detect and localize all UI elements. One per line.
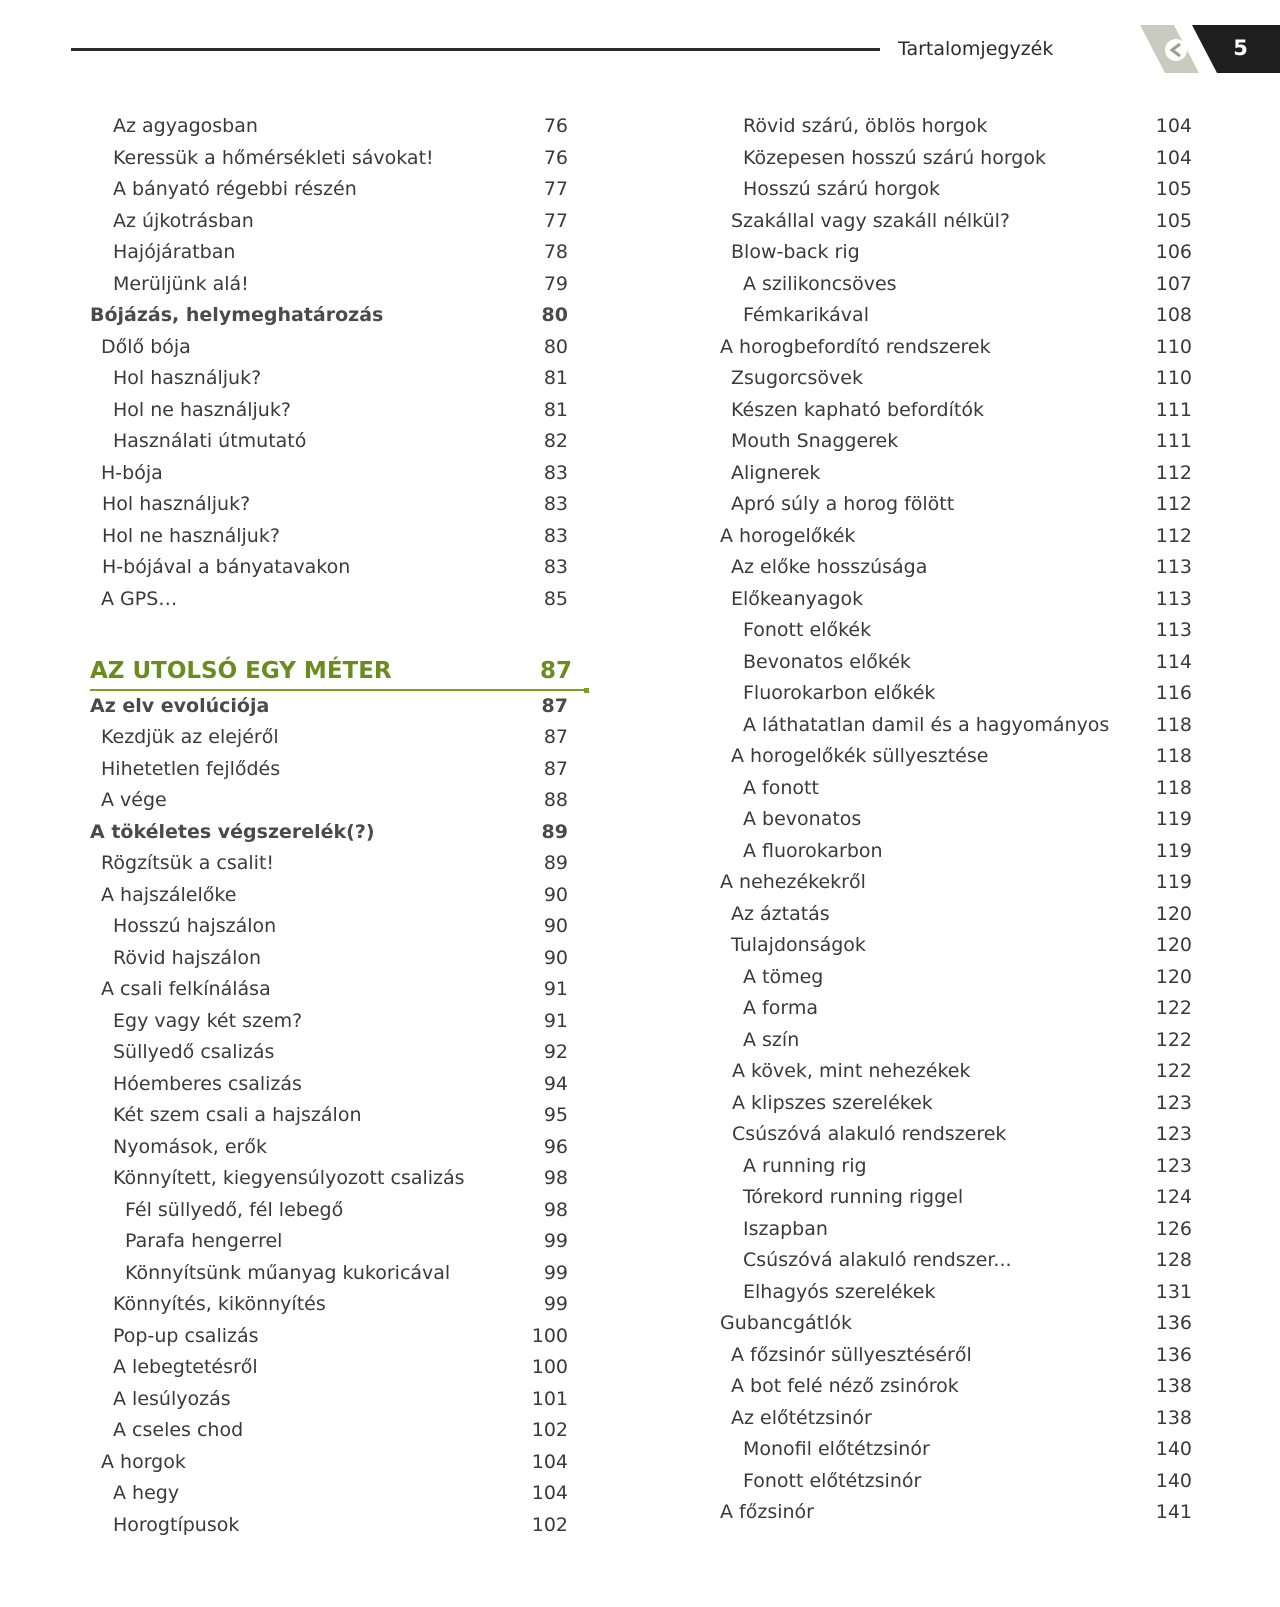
toc-entry-page: 102 xyxy=(531,1419,568,1441)
toc-entry-page: 89 xyxy=(541,820,568,843)
toc-entry-page: 80 xyxy=(543,335,568,358)
toc-entry-title: A cseles chod xyxy=(113,1419,244,1441)
toc-entry-title: Könnyítés, kikönnyítés xyxy=(113,1293,326,1315)
toc-entry[interactable] xyxy=(720,395,1192,427)
toc-entry-page: 91 xyxy=(543,1009,568,1032)
toc-entry-title: Fluorokarbon előkék xyxy=(743,682,936,704)
toc-entry[interactable] xyxy=(720,1403,1192,1435)
toc-entry[interactable] xyxy=(720,1151,1192,1183)
toc-entry-title: A horogbefordító rendszerek xyxy=(720,335,991,358)
toc-entry-page: 83 xyxy=(543,556,568,578)
toc-entry-page: 81 xyxy=(543,367,568,389)
toc-entry[interactable] xyxy=(720,1466,1192,1498)
toc-entry-page: 138 xyxy=(1155,1375,1192,1397)
toc-entry[interactable] xyxy=(90,1195,585,1227)
toc-entry-title: Hol ne használjuk? xyxy=(102,524,280,547)
toc-entry[interactable] xyxy=(720,552,1192,584)
toc-entry-page: 77 xyxy=(543,178,568,200)
toc-entry-page: 131 xyxy=(1155,1280,1192,1303)
toc-entry[interactable] xyxy=(720,1434,1192,1466)
toc-entry-title: Mouth Snaggerek xyxy=(731,430,899,452)
toc-entry-page: 119 xyxy=(1155,808,1192,830)
toc-entry-page: 112 xyxy=(1155,493,1192,515)
toc-entry-title: Hihetetlen fejlődés xyxy=(101,757,281,780)
toc-entry-title: Nyomások, erők xyxy=(113,1135,267,1158)
toc-entry-page: 118 xyxy=(1155,713,1192,736)
toc-entry-page: 122 xyxy=(1155,1028,1192,1051)
toc-entry-title: H-bójával a bányatavakon xyxy=(102,556,351,578)
toc-entry-title: A tökéletes végszerelék(?) xyxy=(90,820,375,843)
toc-entry[interactable] xyxy=(720,1497,1192,1529)
toc-entry[interactable] xyxy=(720,1025,1192,1057)
toc-entry-title: Hol használjuk? xyxy=(102,493,251,515)
toc-entry-page: 123 xyxy=(1155,1123,1192,1145)
toc-entry[interactable] xyxy=(90,1006,585,1038)
toc-entry-page: 111 xyxy=(1155,430,1192,452)
toc-entry-page: 79 xyxy=(543,272,568,295)
toc-entry-page: 119 xyxy=(1155,839,1192,862)
toc-entry[interactable] xyxy=(720,1308,1192,1340)
toc-entry[interactable] xyxy=(720,741,1192,773)
toc-entry-page: 140 xyxy=(1155,1438,1192,1460)
toc-entry-title: Csúszóvá alakuló rendszer... xyxy=(743,1249,1012,1271)
toc-entry-title: A nehezékekről xyxy=(720,871,866,893)
toc-entry-page: 120 xyxy=(1155,902,1192,925)
toc-entry-title: Az elv evolúciója xyxy=(90,694,270,717)
toc-entry-title: A hegy xyxy=(113,1482,180,1504)
toc-entry-title: Parafa hengerrel xyxy=(125,1230,283,1252)
toc-entry-page: 94 xyxy=(543,1072,568,1095)
toc-entry-title: Elhagyós szerelékek xyxy=(743,1280,936,1303)
toc-entry[interactable] xyxy=(90,1132,585,1164)
toc-entry-title: A fluorokarbon xyxy=(743,839,883,862)
toc-entry[interactable] xyxy=(720,962,1192,994)
toc-entry-page: 101 xyxy=(531,1387,568,1410)
toc-entry-page: 102 xyxy=(531,1513,568,1536)
toc-entry[interactable] xyxy=(90,489,585,521)
toc-entry[interactable] xyxy=(90,1163,585,1195)
toc-entry[interactable] xyxy=(720,836,1192,868)
toc-entry[interactable] xyxy=(720,930,1192,962)
toc-entry-page: 83 xyxy=(543,493,568,515)
toc-entry-page: 113 xyxy=(1155,619,1192,641)
toc-entry-page: 89 xyxy=(543,852,568,874)
toc-entry[interactable] xyxy=(90,911,585,943)
toc-entry[interactable] xyxy=(720,867,1192,899)
toc-entry-title: A főzsinór süllyesztéséről xyxy=(731,1343,972,1366)
toc-entry[interactable] xyxy=(720,993,1192,1025)
toc-entry-page: 83 xyxy=(543,524,568,547)
toc-entry[interactable] xyxy=(90,584,585,616)
toc-entry-title: Apró súly a horog fölött xyxy=(731,493,955,515)
toc-entry-page: 107 xyxy=(1155,272,1192,295)
toc-entry[interactable] xyxy=(720,678,1192,710)
toc-entry-title: A horgok xyxy=(101,1450,186,1473)
toc-entry[interactable] xyxy=(90,1289,585,1321)
toc-entry-title: Fonott előtétzsinór xyxy=(743,1469,922,1492)
toc-entry-title: Blow-back rig xyxy=(731,241,860,263)
toc-entry-page: 105 xyxy=(1155,178,1192,200)
toc-entry-title: Hol használjuk? xyxy=(113,367,262,389)
toc-entry-page: 87 xyxy=(541,694,568,717)
toc-entry-page: 136 xyxy=(1155,1312,1192,1334)
toc-entry-title: H-bója xyxy=(101,461,163,484)
toc-entry-page: 126 xyxy=(1155,1217,1192,1240)
toc-entry-title: A csali felkínálása xyxy=(101,978,271,1000)
toc-entry[interactable] xyxy=(90,1447,585,1479)
toc-entry[interactable] xyxy=(90,426,585,458)
toc-entry-page: 106 xyxy=(1155,241,1192,263)
toc-entry-title: Fonott előkék xyxy=(743,619,872,641)
toc-entry-page: 104 xyxy=(1155,115,1192,137)
toc-entry-page: 140 xyxy=(1155,1469,1192,1492)
toc-entry-title: AZ UTOLSÓ EGY MÉTER xyxy=(90,657,392,684)
toc-entry[interactable] xyxy=(720,1245,1192,1277)
back-arrow-icon[interactable] xyxy=(1165,39,1187,61)
toc-entry[interactable] xyxy=(90,521,585,553)
toc-entry[interactable] xyxy=(90,206,585,238)
toc-entry-page: 99 xyxy=(543,1293,568,1315)
toc-entry-page: 123 xyxy=(1155,1154,1192,1177)
toc-entry[interactable] xyxy=(90,691,585,723)
toc-entry[interactable] xyxy=(90,880,585,912)
toc-entry[interactable] xyxy=(720,143,1192,175)
toc-section-heading[interactable] xyxy=(90,647,585,691)
toc-entry-page: 141 xyxy=(1155,1501,1192,1523)
toc-entry-title: Az áztatás xyxy=(731,902,830,925)
toc-entry-page: 87 xyxy=(543,757,568,780)
toc-entry[interactable] xyxy=(720,1214,1192,1246)
toc-entry-page: 111 xyxy=(1155,398,1192,421)
toc-entry[interactable] xyxy=(720,489,1192,521)
toc-entry-title: Egy vagy két szem? xyxy=(113,1009,303,1032)
toc-entry[interactable] xyxy=(90,943,585,975)
toc-entry[interactable] xyxy=(720,426,1192,458)
header-rule xyxy=(71,48,880,51)
toc-entry-title: Készen kapható befordítók xyxy=(731,398,984,421)
toc-entry-title: A bot felé néző zsinórok xyxy=(731,1375,959,1397)
toc-entry-page: 120 xyxy=(1155,934,1192,956)
toc-entry[interactable] xyxy=(720,521,1192,553)
toc-entry-page: 114 xyxy=(1155,650,1192,673)
toc-entry[interactable] xyxy=(720,804,1192,836)
toc-entry-page: 110 xyxy=(1155,335,1192,358)
toc-entry-page: 112 xyxy=(1155,461,1192,484)
toc-entry-page: 96 xyxy=(543,1135,568,1158)
toc-entry[interactable] xyxy=(90,174,585,206)
toc-entry-page: 128 xyxy=(1155,1249,1192,1271)
toc-entry[interactable] xyxy=(720,1182,1192,1214)
toc-entry-page: 104 xyxy=(1155,146,1192,169)
toc-entry[interactable] xyxy=(720,710,1192,742)
toc-entry-page: 113 xyxy=(1155,587,1192,610)
toc-entry-title: Hosszú hajszálon xyxy=(113,915,277,937)
toc-entry-title: A szilikoncsöves xyxy=(743,272,897,295)
toc-entry-page: 105 xyxy=(1155,209,1192,232)
toc-spacer xyxy=(90,615,585,647)
toc-entry-title: Fél süllyedő, fél lebegő xyxy=(125,1198,344,1221)
toc-entry[interactable] xyxy=(90,552,585,584)
toc-entry-page: 99 xyxy=(543,1261,568,1284)
page-number: 5 xyxy=(1233,36,1248,60)
toc-entry[interactable] xyxy=(720,899,1192,931)
toc-entry[interactable] xyxy=(720,1088,1192,1120)
toc-entry[interactable] xyxy=(720,300,1192,332)
toc-entry[interactable] xyxy=(720,1056,1192,1088)
toc-entry[interactable] xyxy=(720,1340,1192,1372)
toc-entry-page: 87 xyxy=(543,726,568,748)
toc-entry[interactable] xyxy=(720,206,1192,238)
toc-entry[interactable] xyxy=(90,785,585,817)
toc-entry-page: 83 xyxy=(543,461,568,484)
toc-entry[interactable] xyxy=(90,1258,585,1290)
toc-entry-title: Keressük a hőmérsékleti sávokat! xyxy=(113,146,434,169)
toc-entry[interactable] xyxy=(720,1371,1192,1403)
toc-entry[interactable] xyxy=(90,1321,585,1353)
toc-entry[interactable] xyxy=(90,1226,585,1258)
toc-entry-title: Tulajdonságok xyxy=(731,934,866,956)
toc-entry-title: A bányató régebbi részén xyxy=(113,178,357,200)
toc-entry-page: 90 xyxy=(543,946,568,969)
toc-entry-title: Az előtétzsinór xyxy=(731,1406,872,1429)
toc-entry-title: A bevonatos xyxy=(743,808,862,830)
toc-entry[interactable] xyxy=(90,1510,585,1542)
toc-entry-page: 95 xyxy=(543,1104,568,1126)
toc-entry-title: Az agyagosban xyxy=(113,115,258,137)
toc-entry[interactable] xyxy=(720,584,1192,616)
toc-entry-title: Csúszóvá alakuló rendszerek xyxy=(732,1123,1007,1145)
toc-entry[interactable] xyxy=(90,722,585,754)
toc-entry-title: Monofil előtétzsinór xyxy=(743,1438,930,1460)
toc-entry[interactable] xyxy=(720,237,1192,269)
toc-entry-page: 81 xyxy=(543,398,568,421)
toc-entry-page: 116 xyxy=(1155,682,1192,704)
toc-entry-title: Merüljünk alá! xyxy=(113,272,249,295)
toc-entry-page: 92 xyxy=(543,1041,568,1063)
toc-entry[interactable] xyxy=(720,174,1192,206)
toc-entry-page: 76 xyxy=(543,146,568,169)
toc-entry-page: 88 xyxy=(543,789,568,811)
toc-entry-title: A hajszálelőke xyxy=(101,883,237,906)
toc-entry[interactable] xyxy=(90,143,585,175)
toc-entry-page: 85 xyxy=(543,587,568,610)
toc-entry-page: 99 xyxy=(543,1230,568,1252)
toc-entry-page: 119 xyxy=(1155,871,1192,893)
toc-entry[interactable] xyxy=(90,1384,585,1416)
toc-entry-page: 80 xyxy=(541,304,568,326)
toc-entry-title: A lesúlyozás xyxy=(113,1387,231,1410)
toc-entry-page: 76 xyxy=(543,115,568,137)
toc-entry-page: 120 xyxy=(1155,965,1192,988)
toc-entry-title: Két szem csali a hajszálon xyxy=(113,1104,362,1126)
toc-entry-title: Használati útmutató xyxy=(113,430,307,452)
toc-entry[interactable] xyxy=(90,817,585,849)
toc-entry[interactable] xyxy=(90,848,585,880)
toc-entry-page: 87 xyxy=(539,657,572,684)
toc-entry-title: Könnyített, kiegyensúlyozott csalizás xyxy=(113,1167,465,1189)
toc-entry[interactable] xyxy=(90,332,585,364)
toc-entry[interactable] xyxy=(90,1100,585,1132)
toc-entry-title: Könnyítsünk műanyag kukoricával xyxy=(125,1261,451,1284)
toc-entry-title: Gubancgátlók xyxy=(720,1312,853,1334)
toc-entry[interactable] xyxy=(90,1069,585,1101)
toc-entry-title: A running rig xyxy=(743,1154,867,1177)
toc-entry-title: Zsugorcsövek xyxy=(731,367,863,389)
toc-entry-title: A lebegtetésről xyxy=(113,1356,258,1378)
toc-entry-page: 98 xyxy=(543,1167,568,1189)
toc-entry-page: 118 xyxy=(1155,745,1192,767)
toc-entry-title: Bevonatos előkék xyxy=(743,650,911,673)
toc-entry[interactable] xyxy=(90,1037,585,1069)
toc-entry-page: 136 xyxy=(1155,1343,1192,1366)
toc-entry[interactable] xyxy=(720,1119,1192,1151)
toc-entry-title: A vége xyxy=(101,789,167,811)
toc-entry[interactable] xyxy=(90,395,585,427)
toc-entry-title: A szín xyxy=(743,1028,800,1051)
toc-entry-title: Rögzítsük a csalit! xyxy=(101,852,275,874)
toc-entry[interactable] xyxy=(720,269,1192,301)
running-header-title: Tartalomjegyzék xyxy=(898,38,1054,60)
toc-entry-page: 118 xyxy=(1155,776,1192,799)
toc-entry-page: 122 xyxy=(1155,1060,1192,1082)
toc-entry-title: Előkeanyagok xyxy=(731,587,864,610)
toc-entry-page: 138 xyxy=(1155,1406,1192,1429)
toc-entry-title: A kövek, mint nehezékek xyxy=(732,1060,971,1082)
toc-entry-title: Tórekord running riggel xyxy=(743,1186,964,1208)
toc-entry[interactable] xyxy=(90,754,585,786)
toc-entry-title: Rövid szárú, öblös horgok xyxy=(743,115,988,137)
toc-entry-page: 104 xyxy=(531,1450,568,1473)
toc-entry-title: Dőlő bója xyxy=(101,335,191,358)
toc-entry-page: 78 xyxy=(543,241,568,263)
toc-entry-title: Bójázás, helymeghatározás xyxy=(90,304,384,326)
toc-entry-title: Iszapban xyxy=(743,1217,828,1240)
toc-entry-page: 98 xyxy=(543,1198,568,1221)
toc-entry[interactable] xyxy=(90,1415,585,1447)
toc-entry[interactable] xyxy=(90,1478,585,1510)
toc-entry-title: Szakállal vagy szakáll nélkül? xyxy=(731,209,1010,232)
toc-column-right xyxy=(720,111,1192,1529)
toc-entry-title: A fonott xyxy=(743,776,819,799)
toc-entry[interactable] xyxy=(90,974,585,1006)
toc-entry-title: Horogtípusok xyxy=(113,1513,240,1536)
toc-entry-page: 122 xyxy=(1155,997,1192,1019)
toc-entry-page: 90 xyxy=(543,883,568,906)
toc-entry-page: 77 xyxy=(543,209,568,232)
toc-entry-title: Süllyedő csalizás xyxy=(113,1041,275,1063)
toc-entry-page: 100 xyxy=(531,1324,568,1347)
toc-entry-page: 91 xyxy=(543,978,568,1000)
toc-entry-title: A horogelőkék xyxy=(720,524,856,547)
toc-entry[interactable] xyxy=(720,1277,1192,1309)
toc-entry-page: 123 xyxy=(1155,1091,1192,1114)
toc-column-left xyxy=(90,111,585,1541)
toc-entry[interactable] xyxy=(720,111,1192,143)
toc-entry-title: A klipszes szerelékek xyxy=(732,1091,933,1114)
toc-entry-title: Rövid hajszálon xyxy=(113,946,262,969)
toc-entry-page: 104 xyxy=(531,1482,568,1504)
toc-entry-page: 124 xyxy=(1155,1186,1192,1208)
toc-entry-title: Pop-up csalizás xyxy=(113,1324,259,1347)
toc-entry-page: 82 xyxy=(543,430,568,452)
toc-entry[interactable] xyxy=(720,773,1192,805)
toc-entry-title: A tömeg xyxy=(743,965,824,988)
toc-entry-title: A főzsinór xyxy=(720,1501,814,1523)
toc-entry[interactable] xyxy=(90,269,585,301)
toc-entry[interactable] xyxy=(720,332,1192,364)
toc-entry-title: Hol ne használjuk? xyxy=(113,398,291,421)
toc-entry-page: 113 xyxy=(1155,556,1192,578)
toc-entry[interactable] xyxy=(720,363,1192,395)
toc-entry-page: 112 xyxy=(1155,524,1192,547)
toc-entry-title: Kezdjük az elejéről xyxy=(101,726,279,748)
toc-entry[interactable] xyxy=(720,615,1192,647)
toc-entry-title: Fémkarikával xyxy=(743,304,869,326)
toc-entry-title: Hóemberes csalizás xyxy=(113,1072,302,1095)
toc-entry[interactable] xyxy=(90,1352,585,1384)
toc-entry[interactable] xyxy=(90,363,585,395)
toc-entry[interactable] xyxy=(90,458,585,490)
toc-entry-title: Hajójáratban xyxy=(113,241,236,263)
toc-entry-page: 110 xyxy=(1155,367,1192,389)
toc-entry-page: 100 xyxy=(531,1356,568,1378)
toc-entry-title: Az újkotrásban xyxy=(113,209,254,232)
toc-entry-title: A horogelőkék süllyesztése xyxy=(731,745,989,767)
toc-entry-title: A forma xyxy=(743,997,818,1019)
toc-entry-title: Alignerek xyxy=(731,461,821,484)
toc-entry-title: Hosszú szárú horgok xyxy=(743,178,941,200)
toc-entry-title: Közepesen hosszú szárú horgok xyxy=(743,146,1046,169)
toc-entry[interactable] xyxy=(90,111,585,143)
toc-entry[interactable] xyxy=(720,647,1192,679)
toc-entry-title: A láthatatlan damil és a hagyományos xyxy=(743,713,1110,736)
toc-entry[interactable] xyxy=(90,237,585,269)
toc-entry-page: 90 xyxy=(543,915,568,937)
toc-entry[interactable] xyxy=(720,458,1192,490)
toc-entry[interactable] xyxy=(90,300,585,332)
toc-entry-page: 108 xyxy=(1155,304,1192,326)
toc-entry-title: A GPS… xyxy=(101,587,178,610)
toc-entry-title: Az előke hosszúsága xyxy=(731,556,928,578)
